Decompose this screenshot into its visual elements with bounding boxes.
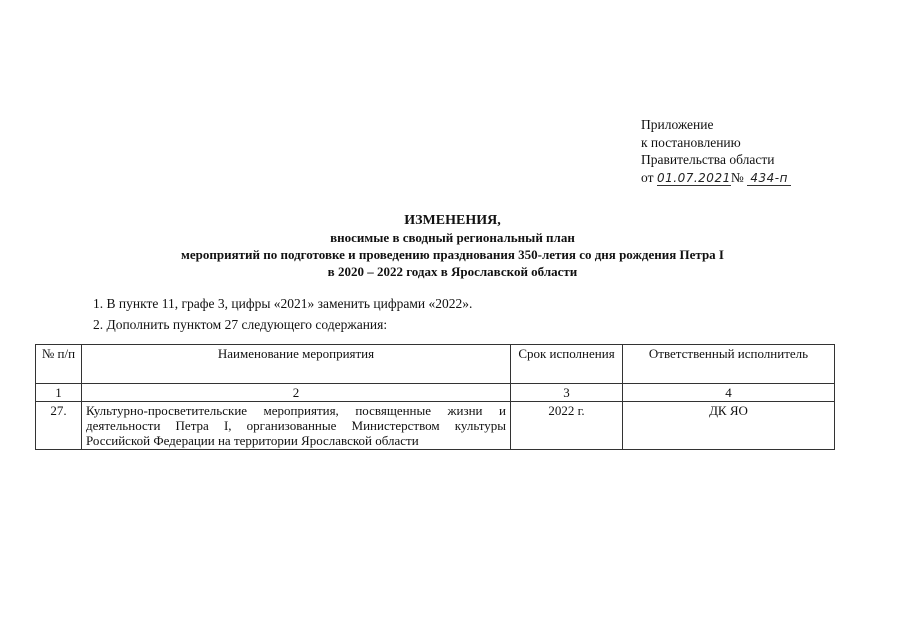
- table-header-row: [36, 345, 835, 384]
- title-line-3: мероприятий по подготовке и проведению празднования 350-летия со дня рождения Петра I: [181, 247, 724, 262]
- title-line-4: в 2020 – 2022 годах в Ярославской области: [327, 264, 578, 279]
- row-num: 27.: [36, 402, 82, 450]
- date-prefix: от: [641, 169, 654, 185]
- row-executor: ДК ЯО: [623, 402, 835, 450]
- number-sign: №: [730, 169, 744, 185]
- appendix-line-2: к постановлению: [641, 134, 741, 150]
- handwritten-date: 01.07.2021: [657, 170, 731, 185]
- numbering-cell: 2: [82, 384, 511, 402]
- title-heading: ИЗМЕНЕНИЯ,: [404, 213, 501, 228]
- numbering-cell: 1: [36, 384, 82, 402]
- table-row: [36, 402, 835, 450]
- header-term: Срок исполнения: [511, 345, 623, 384]
- paragraph-1: 1. В пункте 11, графе 3, цифры «2021» заменить цифрами «2022».: [93, 296, 473, 311]
- header-executor: Ответственный исполнитель: [623, 345, 835, 384]
- table-numbering-row: [36, 384, 835, 402]
- header-num: № п/п: [36, 345, 82, 384]
- row-term: 2022 г.: [511, 402, 623, 450]
- changes-table: [35, 344, 835, 450]
- appendix-block: [641, 116, 791, 186]
- numbering-cell: 4: [623, 384, 835, 402]
- row-name: Культурно-просветительские мероприятия, посвященные жизни и деятельности Петра I, организованные Министерством культуры Российской Федерации на территории Ярославской области: [82, 402, 511, 450]
- paragraph-2: 2. Дополнить пунктом 27 следующего содержания:: [93, 317, 388, 332]
- appendix-line-3: Правительства области: [641, 152, 775, 167]
- appendix-line-1: Приложение: [641, 117, 714, 132]
- appendix-date-line: [641, 169, 791, 187]
- title-line-2: вносимые в сводный региональный план: [330, 230, 575, 245]
- handwritten-number: 434-п: [747, 171, 791, 186]
- header-name: Наименование мероприятия: [82, 345, 511, 384]
- document-title: [0, 212, 905, 280]
- numbering-cell: 3: [511, 384, 623, 402]
